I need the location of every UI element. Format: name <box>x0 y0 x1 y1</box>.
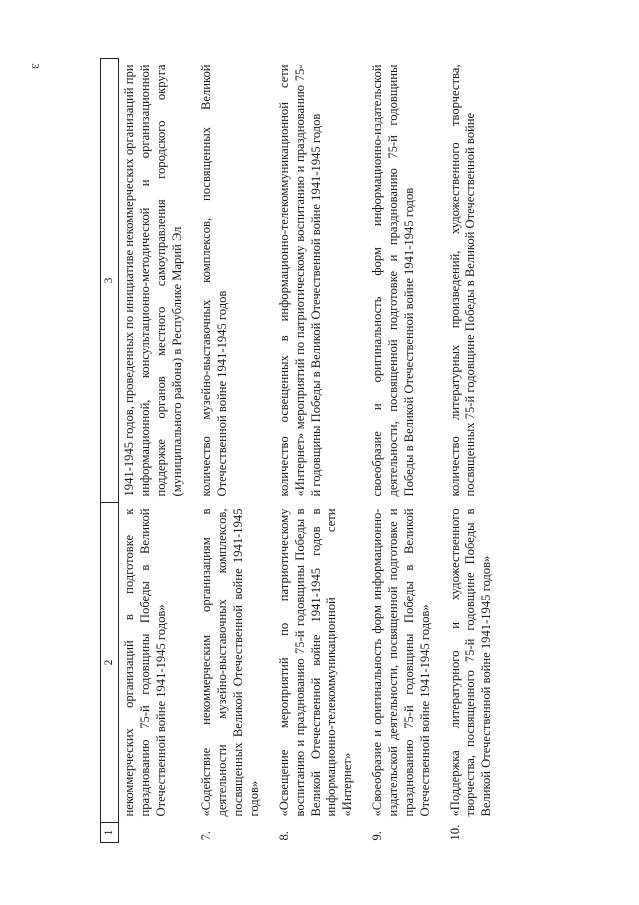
criterion-name: «Поддержка литературного и художественного творчества, посвященного 75-й годовщине Победы в Великой Отечественной войне 1941-1945 годов» <box>447 508 494 817</box>
row-number: 9. <box>370 831 385 841</box>
criteria-table <box>100 58 505 843</box>
table-row <box>195 59 272 843</box>
table-row <box>366 59 443 843</box>
criterion-name: «Освещение мероприятий по патриотическому воспитанию и празднованию 75-й годовщины Победы в Великой Отечественной войне 1941-1945 годов в информационно-телекоммуникационной сети «Интернет» <box>276 508 355 817</box>
header-col-1: 1 <box>101 823 119 843</box>
criterion-name: «Содействие некоммерческим организациям в деятельности музейно-выставочных комплексов, посвященных Великой Отечественной войне 1941-1945 годов» <box>199 508 262 817</box>
header-col-3: 3 <box>101 59 119 503</box>
criterion-indicator: количество музейно-выставочных комплексов, посвященных Великой Отечественной войне 1941-1945 годов <box>199 64 230 497</box>
criterion-indicator: 1941-1945 годов, проведенных по инициативе некоммерческих организаций при информационной, консультационно-методической и организационной поддержке органов местного самоуправления городского округа (муниципального района) в Республике Марий Эл <box>122 64 184 497</box>
page-number: 3 <box>28 63 41 69</box>
row-number: 7. <box>199 831 214 841</box>
table-header <box>101 59 119 843</box>
criterion-indicator: количество освещенных в информационно-телекоммуникационной сети «Интернет» мероприятий по патриотическому воспитанию и празднованию 75-й годовщины Победы в Великой Отечественной войне 1941-1945 годов <box>276 64 323 497</box>
table-row <box>119 59 196 843</box>
criterion-indicator: своеобразие и оригинальность форм информационно-издательской деятельности, посвященной подготовке и празднованию 75-й годовщины Победы в Великой Отечественной войне 1941-1945 годов <box>370 64 416 497</box>
header-col-2: 2 <box>101 503 119 823</box>
rotated-table-container <box>100 58 595 843</box>
row-number <box>119 823 196 843</box>
table-row <box>273 59 366 843</box>
criterion-name: «Своеобразие и оригинальность форм информационно-издательской деятельности, посвященной подготовке и празднованию 75-й годовщины Победы в Великой Отечественной войне 1941-1945 годов» <box>370 508 432 817</box>
criterion-name: некоммерческих организаций в подготовке к празднованию 75-й годовщины Победы в Великой Отечественной войне 1941-1945 годов» <box>122 508 168 817</box>
table-body <box>119 59 506 843</box>
table-row <box>444 59 506 843</box>
criterion-indicator: количество литературных произведений, художественного творчества, посвященных 75-й годовщине Победы в Великой Отечественной войне <box>447 64 478 497</box>
row-number: 10. <box>447 824 462 841</box>
row-number: 8. <box>276 831 291 841</box>
